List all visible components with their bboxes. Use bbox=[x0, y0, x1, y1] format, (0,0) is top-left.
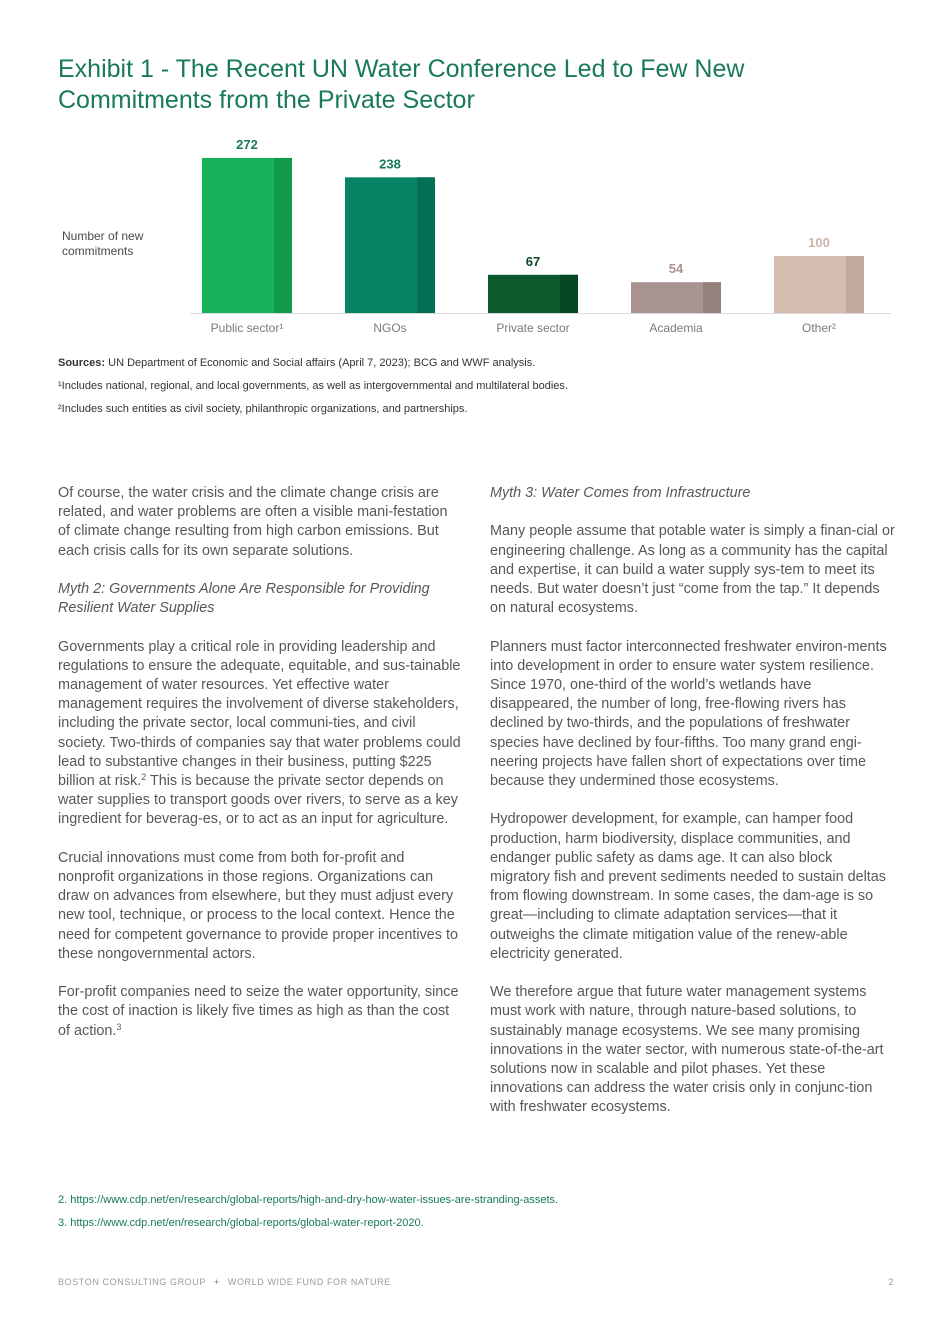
footnotes bbox=[58, 1193, 898, 1239]
bar-chart bbox=[185, 140, 895, 345]
paragraph-text: This is because the private sector depends on water supplies to transport goods over rivers, to serve as a key ingredient for beverag-es, or to act as an input for agriculture. bbox=[58, 773, 458, 828]
sources-note bbox=[58, 356, 898, 370]
bar-shade-public-sector bbox=[274, 158, 292, 313]
data-label-public-sector: 272 bbox=[236, 140, 258, 152]
paragraph: We therefore argue that future water management systems must work with nature, through nature-based solutions, to sustainably manage ecosystems. We see many promising innovations in the water sector, with numerous state-of-the-art solutions now in scalable and pilot phases. Yet these innovations can address the water crisis only in conjunc-tion with freshwater ecosystems. bbox=[490, 984, 884, 1116]
footnote-3-link[interactable]: 3. https://www.cdp.net/en/research/global-reports/global-water-report-2020. bbox=[58, 1217, 424, 1229]
bar-shade-academia bbox=[703, 282, 721, 313]
data-label-academia: 54 bbox=[668, 261, 684, 277]
paragraph: Planners must factor interconnected freshwater environ-ments into development in order to ensure water system resilience. Since 1970, one-third of the world’s wetlands have disappeared, the number of long, free-flowing rivers has declined by two-thirds, and the populations of freshwater species have declined by four-fifths. Too many grand engi-neering projects have fallen short of expectations over time because they undermined those ecosystems. bbox=[490, 638, 887, 790]
paragraph: Of course, the water crisis and the climate change crisis are related, and water problems are often a visible mani-festation of climate change resulting from high carbon emissions. But each crisis calls for its own separate solutions. bbox=[58, 485, 448, 559]
exhibit-title bbox=[58, 54, 858, 116]
bar-shade-ngos bbox=[417, 177, 435, 313]
footnote-2-link[interactable]: 2. https://www.cdp.net/en/research/global-reports/high-and-dry-how-water-issues-are-stranding-assets. bbox=[58, 1194, 559, 1206]
footer-separator: + bbox=[213, 1277, 220, 1287]
paragraph: Crucial innovations must come from both for-profit and nonprofit organizations in those regions. Organizations can draw on advances from elsewhere, but they must adjust every new tool, technique, or process to the local context. Hence the need for competent governance to provide proper incentives to these nongovernmental actors. bbox=[58, 849, 458, 962]
x-tick-academia: Academia bbox=[649, 321, 703, 335]
sources-label: Sources: bbox=[58, 357, 106, 369]
footnote-ref-2: 2 bbox=[141, 772, 147, 783]
paragraph-text: Governments play a critical role in providing leadership and regulations to ensure the adequate, equitable, and sus-tainable management of water resources. Yet effective water management requires the involvement of diverse stakeholders, including the private sector, local communi-ties, and civil society. Two-thirds of companies say that water problems could lead to substantive changes in their business, putting $225 billion at risk. bbox=[58, 638, 461, 790]
page-footer bbox=[58, 1277, 894, 1287]
chart-bars bbox=[202, 140, 864, 335]
footer-org-1: BOSTON CONSULTING GROUP bbox=[58, 1277, 206, 1287]
data-label-ngos: 238 bbox=[379, 156, 401, 172]
chart-note-1: ¹Includes national, regional, and local governments, as well as intergovernmental and multilateral bodies. bbox=[58, 380, 568, 392]
data-label-private-sector: 67 bbox=[525, 253, 541, 269]
myth-3-heading: Myth 3: Water Comes from Infrastructure bbox=[490, 485, 751, 501]
myth-2-heading: Myth 2: Governments Alone Are Responsible for Providing Resilient Water Supplies bbox=[58, 581, 430, 617]
data-label-other: 100 bbox=[808, 235, 830, 250]
page-number: 2 bbox=[888, 1277, 894, 1287]
paragraph: Many people assume that potable water is simply a finan-cial or engineering challenge. As long as a community has the capital and expertise, it can build a water supply sys-tem to meet its needs. But water doesn’t just “come from the tap.” It depends on natural ecosystems. bbox=[490, 523, 895, 617]
bar-shade-private-sector bbox=[560, 275, 578, 313]
chart-y-axis-label: Number of new commitments bbox=[62, 229, 144, 258]
x-tick-ngos: NGOs bbox=[373, 321, 407, 335]
footer-org-2: WORLD WIDE FUND FOR NATURE bbox=[227, 1277, 391, 1287]
paragraph bbox=[58, 638, 463, 830]
x-tick-other: Other² bbox=[801, 321, 837, 335]
sources-text: UN Department of Economic and Social affairs (April 7, 2023); BCG and WWF analysis. bbox=[105, 357, 536, 369]
left-column bbox=[58, 484, 463, 1060]
chart-note-2: ²Includes such entities as civil society, philanthropic organizations, and partnerships. bbox=[58, 403, 468, 415]
footnote-ref-3: 3 bbox=[116, 1021, 122, 1032]
paragraph-text: For-profit companies need to seize the water opportunity, since the cost of inaction is likely five times as high as than the cost of action. bbox=[58, 984, 459, 1039]
x-tick-private-sector: Private sector bbox=[496, 321, 570, 335]
paragraph: Hydropower development, for example, can hamper food production, harm biodiversity, displace communities, and endanger public safety as dams age. It can also block migratory fish and prevent sediments needed to sustain deltas from flowing downstream. In some cases, the dam-age is so great—including to climate adaptation services—that it outweighs the climate mitigation value of the renew-able electricity generated. bbox=[490, 811, 886, 962]
exhibit-title-line-2: Commitments from the Private Sector bbox=[58, 86, 475, 114]
paragraph bbox=[58, 983, 463, 1041]
bar-shade-other bbox=[846, 256, 864, 313]
right-column bbox=[490, 484, 895, 1137]
exhibit-notes bbox=[58, 356, 898, 425]
x-tick-public-sector: Public sector¹ bbox=[210, 321, 284, 335]
exhibit-title-line-1: Exhibit 1 - The Recent UN Water Conference Led to Few New bbox=[58, 55, 745, 83]
